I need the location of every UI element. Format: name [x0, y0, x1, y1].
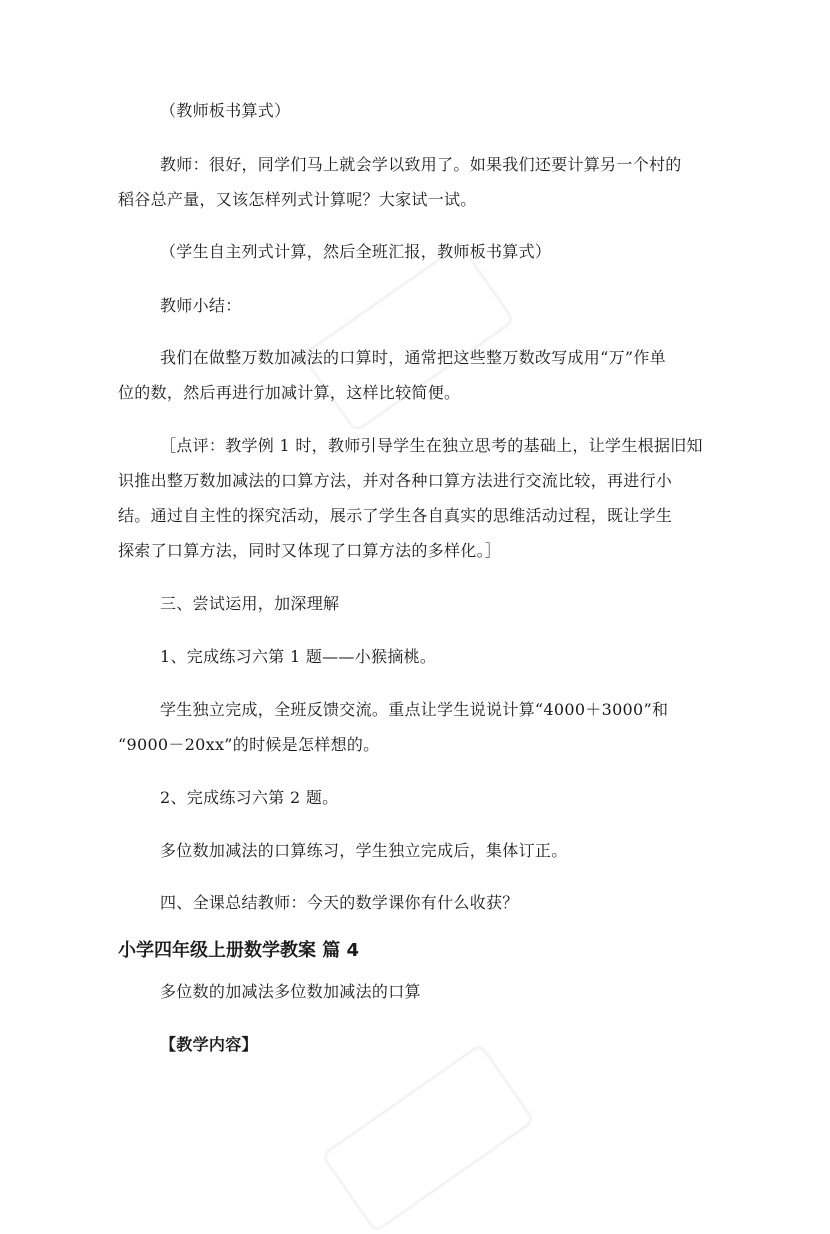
paragraph-line: 1、完成练习六第 1 题——小猴摘桃。	[160, 647, 437, 666]
section-subheading: 三、尝试运用，加深理解	[160, 594, 340, 613]
paragraph-line: 教师：很好，同学们马上就会学以致用了。如果我们还要计算另一个村的	[160, 155, 682, 174]
paragraph-line: 多位数的加减法多位数加减法的口算	[160, 982, 421, 1001]
section-subheading: 四、全课总结教师：今天的数学课你有什么收获？	[160, 893, 519, 912]
watermark-stamp	[320, 1042, 536, 1233]
paragraph-line: “9000－20xx”的时候是怎样想的。	[118, 735, 380, 754]
teaching-content-label: 【教学内容】	[160, 1035, 258, 1054]
paragraph-line: （学生自主列式计算，然后全班汇报，教师板书算式）	[160, 242, 552, 261]
paragraph-line: 位的数，然后再进行加减计算，这样比较简便。	[118, 383, 461, 402]
watermark-stamp	[300, 242, 516, 433]
paragraph-line: 教师小结：	[160, 296, 242, 315]
paragraph-line: 稻谷总产量，又该怎样列式计算呢？大家试一试。	[118, 190, 477, 209]
paragraph-line: 结。通过自主性的探究活动，展示了学生各自真实的思维活动过程，既让学生	[118, 506, 673, 525]
paragraph-line: 识推出整万数加减法的口算方法，并对各种口算方法进行交流比较，再进行小	[118, 471, 673, 490]
paragraph-line: （教师板书算式）	[160, 101, 291, 120]
paragraph-line: 2、完成练习六第 2 题。	[160, 788, 339, 807]
paragraph-line: 多位数加减法的口算练习，学生独立完成后，集体订正。	[160, 841, 568, 860]
paragraph-line: 我们在做整万数加减法的口算时，通常把这些整万数改写成用“万”作单	[160, 348, 666, 367]
paragraph-line: 探索了口算方法，同时又体现了口算方法的多样化。］	[118, 541, 502, 560]
paragraph-line: 学生独立完成，全班反馈交流。重点让学生说说计算“4000＋3000”和	[160, 700, 669, 719]
paragraph-line: ［点评：教学例 1 时，教师引导学生在独立思考的基础上，让学生根据旧知	[160, 436, 703, 455]
section-heading: 小学四年级上册数学教案 篇 4	[118, 940, 360, 961]
